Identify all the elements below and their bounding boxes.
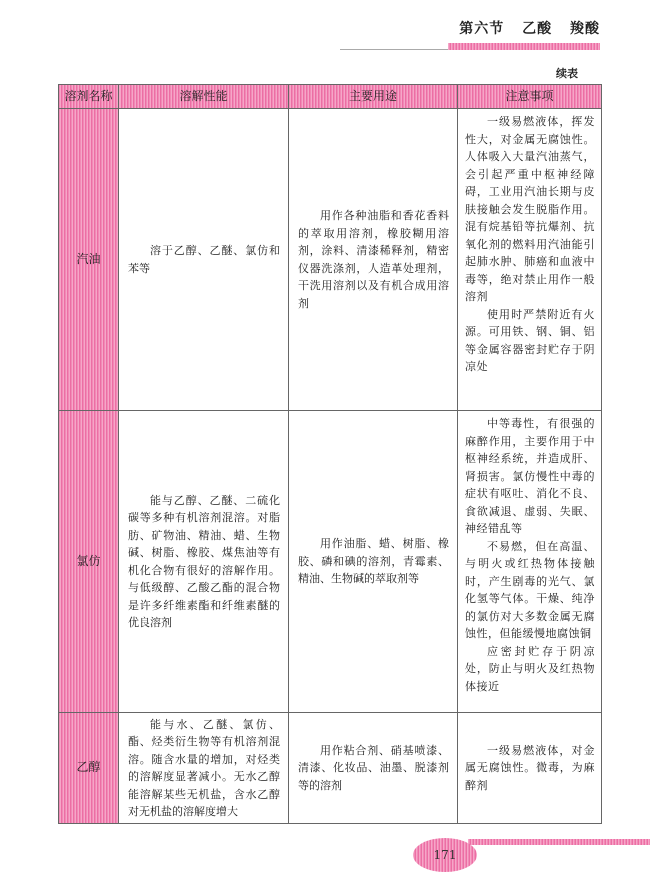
note-paragraph: 一级易燃液体，对金属无腐蚀性。微毒，为麻醉剂 xyxy=(465,743,595,792)
solubility-cell xyxy=(119,713,289,824)
notes-cell xyxy=(458,109,602,411)
solvent-name: 氯仿 xyxy=(59,411,119,713)
page-number: 171 xyxy=(433,848,457,862)
title-carboxylic-acid: 羧酸 xyxy=(570,21,600,37)
solvent-table xyxy=(58,84,602,824)
chapter-title xyxy=(447,18,600,38)
note-paragraph: 应密封贮存于阴凉处，防止与明火及红热物体接近 xyxy=(465,644,595,693)
notes-cell xyxy=(458,713,602,824)
col-header-precautions: 注意事项 xyxy=(458,85,602,109)
solvent-name: 汽油 xyxy=(59,109,119,411)
solubility-text: 能与乙醇、乙醚、二硫化碳等多种有机溶剂混溶。对脂肪、矿物油、精油、蜡、生物碱、树脂、橡胶、煤焦油等有机化合物有很好的溶解作用。与低级醇、乙酸乙酯的混合物是许多纤维素酯和纤维素醚的优良溶剂 xyxy=(128,493,280,629)
table-continued-label: 续表 xyxy=(556,67,578,80)
solubility-text: 溶于乙醇、乙醚、氯仿和苯等 xyxy=(128,244,280,275)
header-rule xyxy=(340,49,450,50)
note-paragraph: 中等毒性，有很强的麻醉作用，主要作用于中枢神经系统，并造成肝、肾损害。氯仿慢性中毒的症状有呕吐、消化不良、食欲减退、虚弱、失眠、神经错乱等 xyxy=(465,417,595,535)
uses-text: 用作粘合剂、硝基喷漆、清漆、化妆品、油墨、脱漆剂等的溶剂 xyxy=(298,743,449,792)
note-paragraph: 一级易燃液体，挥发性大，对金属无腐蚀性。人体吸入大量汽油蒸气，会引起严重中枢神经障碍，工业用汽油长期与皮肤接触会发生脱脂作用。混有烷基铅等抗爆剂、抗氧化剂的燃料用汽油能引起肺水肿、肺癌和血液中毒等，绝对禁止用作一般溶剂 xyxy=(465,115,595,303)
col-header-solubility: 溶解性能 xyxy=(119,85,289,109)
header-pink-bar xyxy=(448,43,600,50)
solubility-cell xyxy=(119,109,289,411)
footer-pink-bar xyxy=(468,839,650,845)
table-row xyxy=(59,411,602,713)
table-row xyxy=(59,713,602,824)
table-row xyxy=(59,109,602,411)
solubility-text: 能与水、乙醚、氯仿、酯、烃类衍生物等有机溶剂混溶。随含水量的增加，对烃类的溶解度显著减小。无水乙醇能溶解某些无机盐，含水乙醇对无机盐的溶解度增大 xyxy=(128,717,280,818)
title-acetic-acid: 乙酸 xyxy=(522,21,553,37)
note-paragraph: 使用时严禁附近有火源。可用铁、钢、铜、铝等金属容器密封贮存于阴凉处 xyxy=(465,307,595,373)
table-header-row xyxy=(59,85,602,109)
note-paragraph: 不易燃，但在高温、与明火或红热物体接触时，产生剧毒的光气、氯化氢等气体。干燥、纯净的氯仿对大多数金属无腐蚀性，但能缓慢地腐蚀铜 xyxy=(465,539,595,640)
uses-cell xyxy=(289,411,458,713)
section-label: 第六节 xyxy=(459,21,505,37)
uses-text: 用作各种油脂和香花香料的萃取用溶剂，橡胶糊用溶剂，涂料、清漆稀释剂，精密仪器洗涤剂，人造革处理剂，干洗用溶剂以及有机合成用溶剂 xyxy=(298,209,449,310)
col-header-solvent-name: 溶剂名称 xyxy=(59,85,119,109)
uses-cell xyxy=(289,713,458,824)
notes-cell xyxy=(458,411,602,713)
solvent-name: 乙醇 xyxy=(59,713,119,824)
uses-text: 用作油脂、蜡、树脂、橡胶、磷和碘的溶剂，青霉素、精油、生物碱的萃取剂等 xyxy=(298,537,449,586)
col-header-main-uses: 主要用途 xyxy=(289,85,458,109)
page-number-badge xyxy=(413,838,477,872)
solubility-cell xyxy=(119,411,289,713)
uses-cell xyxy=(289,109,458,411)
